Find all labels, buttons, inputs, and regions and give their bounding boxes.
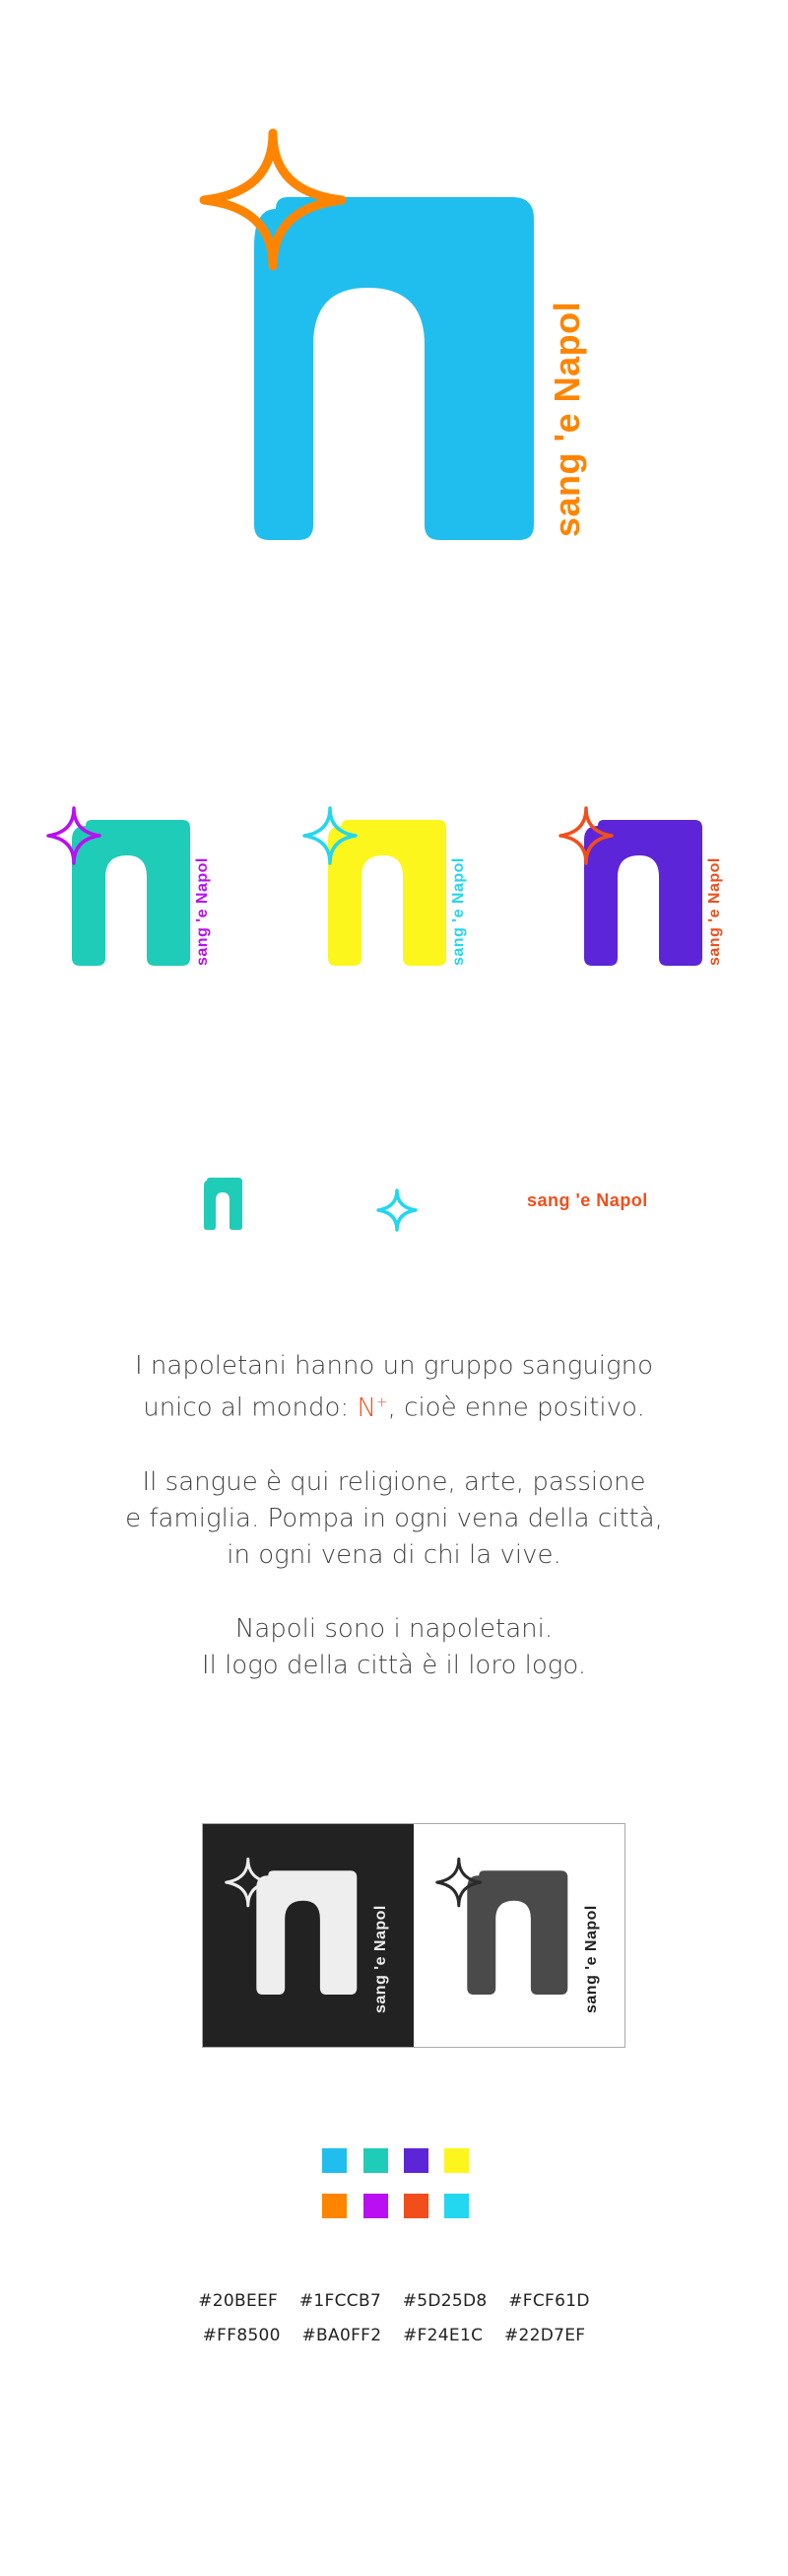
n-letter-shape [254, 197, 534, 540]
main-logo [0, 0, 788, 591]
monochrome-panel [202, 1823, 625, 2048]
main-logo-graphic [0, 0, 788, 591]
main-wordmark: sang 'e Napol [547, 301, 587, 537]
variant-logo-teal [44, 788, 241, 976]
hex-label: #F24E1C [403, 2326, 484, 2345]
paragraph-2: Il sangue è qui religione, arte, passione e famiglia. Pompa in ogni vena della città, in ogni vena di chi la vive. [125, 1466, 663, 1570]
swatch-4 [444, 2148, 469, 2173]
hex-row-2 [0, 2319, 788, 2353]
logo-elements [0, 1163, 788, 1261]
variant-wordmark-teal: sang 'e Napol [194, 857, 211, 966]
swatch-1 [322, 2148, 347, 2173]
swatch-3 [404, 2148, 428, 2173]
wordmark-element: sang 'e Napol [527, 1190, 648, 1210]
mono-logos [203, 1824, 626, 2047]
hex-row-1 [0, 2284, 788, 2319]
variant-wordmark-yellow: sang 'e Napol [450, 857, 467, 966]
mono-dark-wordmark: sang 'e Napol [372, 1905, 389, 2013]
swatch-7 [404, 2194, 428, 2218]
hex-label: #1FCCB7 [298, 2291, 382, 2311]
n-letter-shape [72, 820, 190, 966]
swatch-5 [322, 2194, 347, 2218]
variant-logo-yellow [300, 788, 497, 976]
swatch-8 [444, 2194, 469, 2218]
hex-label: #FF8500 [202, 2326, 281, 2345]
n-letter-shape [584, 820, 702, 966]
hex-label: #FCF61D [508, 2291, 590, 2311]
manifesto-text [0, 1348, 788, 1722]
variant-logo-purple [557, 788, 754, 976]
swatch-2 [363, 2148, 388, 2173]
color-palette [0, 2148, 788, 2227]
hex-label: #22D7EF [503, 2326, 586, 2345]
hex-label: #20BEEF [198, 2291, 279, 2311]
paragraph-3: Napoli sono i napoletani. Il logo della città è il loro logo. [201, 1613, 587, 1680]
mono-light-logo [437, 1859, 568, 1995]
variant-wordmark-purple: sang 'e Napol [706, 857, 723, 966]
hex-label: #5D25D8 [402, 2291, 488, 2311]
swatch-6 [363, 2194, 388, 2218]
hex-label: #BA0FF2 [301, 2326, 382, 2345]
n-positive: N+ [357, 1392, 388, 1423]
color-variants [0, 788, 788, 985]
hex-codes [0, 2284, 788, 2353]
n-mark-icon [197, 1173, 256, 1242]
sparkle-icon [372, 1186, 422, 1235]
mono-light-wordmark: sang 'e Napol [583, 1905, 600, 2013]
paragraph-1: I napoletani hanno un gruppo sanguigno unico al mondo: N+, cioè enne positivo. [134, 1351, 654, 1423]
n-letter-shape [328, 820, 446, 966]
mono-dark-logo [227, 1859, 358, 1995]
